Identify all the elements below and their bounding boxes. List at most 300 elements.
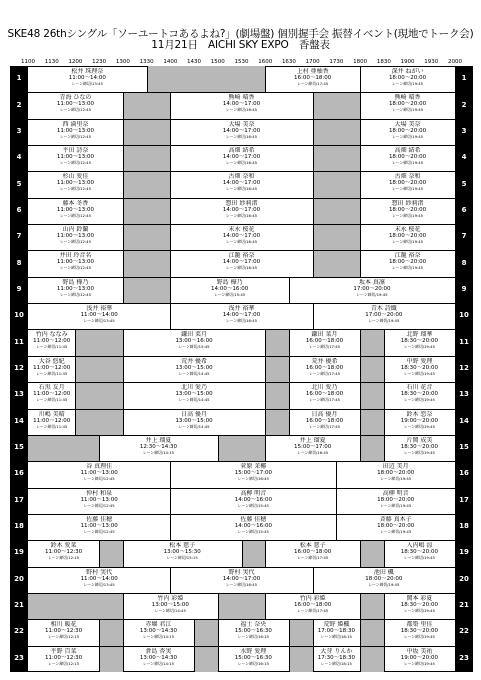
session-cell <box>360 68 455 92</box>
cell-divider <box>218 646 219 672</box>
session-time: 14:00〜17:00 <box>222 312 261 319</box>
cell-divider <box>313 303 314 329</box>
lane-close-time: 12:45 <box>80 133 91 139</box>
cell-divider <box>384 435 385 461</box>
lane-close <box>170 582 312 587</box>
cell-divider <box>99 435 100 461</box>
session-time: 13:00〜15:00 <box>175 364 213 371</box>
cell-divider <box>194 619 195 645</box>
lane-close-label: レーン締切/ <box>380 502 401 508</box>
lane-close-time: 19:45 <box>424 607 435 613</box>
lane-close-time: 19:45 <box>400 502 412 508</box>
time-header-label: 1630 <box>281 59 296 65</box>
unavailable-slot <box>99 540 123 566</box>
lane-close-time: 12:45 <box>103 476 115 482</box>
row-separator <box>28 435 455 436</box>
lane-close <box>28 476 170 481</box>
session-time: 11:00〜13:00 <box>56 180 95 187</box>
row-number-left: 15 <box>14 443 24 452</box>
unavailable-slot <box>28 593 123 619</box>
member-name: 相川 暖花 <box>50 621 77 629</box>
lane-close-label: レーン締切/ <box>368 581 389 587</box>
lane-close-time: 19:45 <box>412 265 424 271</box>
lane-close-label: レーン締切/ <box>391 212 413 218</box>
row-separator <box>28 409 455 410</box>
lane-close-time: 12:45 <box>80 291 91 297</box>
lane-close-time: 15:45 <box>198 344 210 350</box>
lane-close <box>28 529 170 534</box>
lane-close-label: レーン締切/ <box>48 555 69 561</box>
lane-close <box>289 292 455 297</box>
session-time: 13:00〜14:30 <box>139 628 178 635</box>
lane-close-time: 18:15 <box>340 634 352 640</box>
cell-divider <box>384 619 385 645</box>
row-separator <box>28 224 455 225</box>
member-name: 赤堀 君江 <box>145 621 172 629</box>
row-number-right: 7 <box>461 232 467 241</box>
session-cell <box>28 463 170 487</box>
lane-close-time: 18:15 <box>340 660 352 666</box>
session-time: 18:00〜20:00 <box>365 575 403 582</box>
cell-divider <box>170 488 171 514</box>
cell-divider <box>170 461 171 487</box>
cell-divider <box>289 409 290 435</box>
row-number-right: 8 <box>461 258 467 267</box>
session-cell <box>313 569 455 593</box>
lane-close <box>123 608 218 613</box>
session-time: 18:00〜20:00 <box>388 259 427 266</box>
lane-close <box>123 555 242 560</box>
lane-close <box>28 661 99 666</box>
lane-close <box>384 371 455 376</box>
cell-divider <box>123 171 124 197</box>
lane-close <box>170 239 312 244</box>
lane-close <box>28 160 123 165</box>
row-number-left: 21 <box>14 601 24 610</box>
session-cell <box>28 621 99 645</box>
session-cell <box>170 490 336 514</box>
session-time: 19:00〜20:00 <box>400 417 438 424</box>
session-cell <box>28 516 170 540</box>
member-name: 青海 ひなの <box>59 94 92 102</box>
unavailable-slot <box>147 66 266 92</box>
session-time: 16:00〜18:00 <box>294 601 332 608</box>
cell-divider <box>123 409 124 435</box>
cell-divider <box>170 171 171 197</box>
row-number-left: 12 <box>14 364 24 372</box>
lane-close-time: 19:45 <box>412 160 424 166</box>
cell-divider <box>170 224 171 250</box>
member-name: 田辺 美月 <box>382 463 409 471</box>
lane-close-label: レーン締切/ <box>308 423 330 429</box>
lane-close-time: 14:45 <box>198 423 210 429</box>
lane-close-label: レーン締切/ <box>403 344 425 350</box>
lane-close-label: レーン締切/ <box>391 133 413 139</box>
lane-close <box>265 81 360 86</box>
lane-close-label: レーン締切/ <box>59 265 81 271</box>
unavailable-slot <box>123 224 170 250</box>
row-separator <box>28 593 455 594</box>
row-separator <box>28 461 455 462</box>
lane-close <box>384 555 455 560</box>
lane-close-label: レーン締切/ <box>225 133 247 139</box>
member-name: 末永 桜花 <box>228 226 255 234</box>
time-header-label: 2000 <box>448 59 462 65</box>
unavailable-slot <box>360 435 384 461</box>
lane-close-label: レーン締切/ <box>391 239 413 245</box>
row-number-left: 16 <box>14 469 24 478</box>
time-header-label: 1600 <box>258 59 273 65</box>
cell-divider <box>289 646 290 672</box>
cell-divider <box>123 329 124 355</box>
lane-close <box>170 292 289 297</box>
session-cell <box>28 411 75 435</box>
cell-divider <box>313 198 314 224</box>
lane-close-label: レーン締切/ <box>380 528 401 534</box>
lane-close-time: 16:45 <box>246 318 258 324</box>
lane-close-time: 19:45 <box>412 212 424 218</box>
member-name: 江籠 裕奈 <box>394 252 421 260</box>
session-cell <box>28 358 75 382</box>
lane-close <box>384 397 455 402</box>
cell-divider <box>265 356 266 382</box>
member-name: 末永 桜花 <box>394 226 421 234</box>
session-cell <box>360 147 455 171</box>
row-number-right: 14 <box>459 416 469 425</box>
lane-close-label: レーン締切/ <box>83 502 104 508</box>
lane-close <box>170 160 312 165</box>
unavailable-slot <box>123 250 170 276</box>
session-cell <box>313 621 360 645</box>
session-cell <box>170 305 312 329</box>
cell-divider <box>99 619 100 645</box>
cell-divider <box>123 224 124 250</box>
lane-close-time: 12:45 <box>103 502 115 508</box>
unavailable-slot <box>123 171 170 197</box>
lane-close-time: 12:45 <box>80 212 91 218</box>
cell-divider <box>289 329 290 355</box>
lane-close-label: レーン締切/ <box>178 423 199 429</box>
member-name: 荒井 優希 <box>181 357 207 365</box>
session-time: 16:00〜18:00 <box>294 549 332 556</box>
lane-close <box>170 318 312 323</box>
session-cell <box>28 173 123 197</box>
lane-close-time: 16:45 <box>246 212 258 218</box>
lane-close-label: レーン締切/ <box>320 660 341 666</box>
session-cell <box>336 490 455 514</box>
row-number-right: 15 <box>459 443 469 452</box>
session-time: 14:00〜16:00 <box>234 522 272 529</box>
session-time: 11:00〜13:00 <box>80 496 118 503</box>
cell-divider <box>360 92 361 118</box>
session-time: 17:00〜18:30 <box>317 628 355 635</box>
lane-close-time: 16:45 <box>246 133 258 139</box>
lane-close-time: 14:45 <box>198 397 210 403</box>
member-name: 川嶋 美晴 <box>38 410 65 418</box>
session-cell <box>170 226 312 250</box>
row-number-right: 16 <box>459 469 469 478</box>
unavailable-slot <box>360 619 384 645</box>
session-cell <box>170 147 312 171</box>
session-time: 13:00〜14:30 <box>139 654 178 661</box>
member-name: 荒井 優希 <box>311 357 338 365</box>
session-time: 11:00〜13:00 <box>56 127 95 134</box>
session-time: 16:00〜18:00 <box>305 364 344 371</box>
cell-divider <box>360 593 361 619</box>
lane-close-label: レーン締切/ <box>391 265 413 271</box>
cell-divider <box>360 382 361 408</box>
member-name: 井上 瑠夏 <box>299 436 326 444</box>
unavailable-slot <box>75 329 122 355</box>
session-time: 11:00〜12:00 <box>33 364 71 371</box>
lane-close-label: レーン締切/ <box>403 397 425 403</box>
session-cell <box>28 569 170 593</box>
row-number-right: 13 <box>459 390 469 399</box>
session-time: 11:00〜12:00 <box>33 417 71 424</box>
member-name: 竹内 ななみ <box>35 331 68 339</box>
session-time: 18:00〜20:00 <box>388 233 427 240</box>
lane-close-time: 16:45 <box>257 476 269 482</box>
session-time: 11:00〜13:00 <box>56 285 95 292</box>
session-cell <box>123 384 265 408</box>
member-name: 竹内 彩姫 <box>157 594 184 602</box>
session-cell <box>28 542 99 566</box>
row-number-left: 23 <box>14 653 24 662</box>
lane-close-label: レーン締切/ <box>83 476 104 482</box>
lane-close-time: 11:45 <box>56 423 68 429</box>
row-number-left: 14 <box>14 416 24 425</box>
session-cell <box>360 200 455 224</box>
unavailable-slot <box>313 198 360 224</box>
unavailable-slot <box>360 329 384 355</box>
lane-close-label: レーン締切/ <box>308 397 330 403</box>
lane-close <box>313 318 455 323</box>
session-cell <box>123 331 265 355</box>
cell-divider <box>384 409 385 435</box>
member-name: 上村 亜柚香 <box>296 68 329 75</box>
member-name: 大芽 りんか <box>320 647 353 655</box>
cell-divider <box>170 567 171 593</box>
session-cell <box>360 121 455 145</box>
lane-close-time: 17:45 <box>317 555 329 561</box>
lane-close <box>313 582 455 587</box>
lane-close-time: 12:15 <box>68 555 80 561</box>
unavailable-slot <box>242 540 266 566</box>
row-separator <box>28 488 455 489</box>
session-cell <box>123 411 265 435</box>
session-time: 18:00〜20:00 <box>388 154 427 161</box>
session-cell <box>28 648 99 672</box>
member-name: 鎌田 菜月 <box>181 331 207 339</box>
session-cell <box>28 279 123 303</box>
member-name: 熊崎 晴香 <box>394 94 421 102</box>
member-name: 松本 慈子 <box>169 542 196 550</box>
lane-close-time: 16:45 <box>246 265 258 271</box>
lane-close <box>265 555 360 560</box>
session-time: 11:00〜14:00 <box>68 75 106 81</box>
lane-close <box>28 555 99 560</box>
member-name: 井田 玲音名 <box>59 252 92 260</box>
session-time: 18:00〜20:00 <box>377 496 415 503</box>
time-header-label: 1500 <box>210 59 225 65</box>
lane-close <box>313 634 360 639</box>
member-name: 山内 鈴蘭 <box>62 226 89 234</box>
cell-divider <box>360 329 361 355</box>
session-time: 14:00〜17:00 <box>222 127 261 134</box>
row-number-left: 17 <box>14 495 24 504</box>
member-name: 大場 美奈 <box>228 120 255 128</box>
lane-close-label: レーン締切/ <box>403 660 425 666</box>
lane-close-time: 19:45 <box>412 133 424 139</box>
session-time: 14:00〜17:00 <box>222 575 261 582</box>
member-name: 野島 樺乃 <box>62 278 89 286</box>
cell-divider <box>99 540 100 566</box>
member-name: 片岡 成美 <box>406 436 433 444</box>
cell-divider <box>75 356 76 382</box>
session-cell <box>384 358 455 382</box>
lane-close-label: レーン締切/ <box>225 581 247 587</box>
member-name: 高柳 明音 <box>382 489 409 497</box>
unavailable-slot <box>218 435 265 461</box>
session-cell <box>170 252 312 276</box>
cell-divider <box>360 250 361 276</box>
member-name: 大谷 悠妃 <box>38 357 65 365</box>
lane-close-time: 11:45 <box>56 397 68 403</box>
session-time: 13:00〜15:30 <box>163 549 201 556</box>
cell-divider <box>265 435 266 461</box>
lane-close <box>218 634 289 639</box>
lane-close <box>265 450 360 455</box>
unavailable-slot <box>123 92 170 118</box>
lane-close <box>28 107 123 112</box>
lane-close-time: 16:45 <box>246 186 258 192</box>
cell-divider <box>313 567 314 593</box>
session-time: 15:00〜17:00 <box>294 443 332 450</box>
lane-close-time: 16:45 <box>246 160 258 166</box>
lane-close-label: レーン締切/ <box>142 449 164 455</box>
cell-divider <box>336 488 337 514</box>
session-cell <box>384 648 455 672</box>
lane-close-time: 19:45 <box>376 291 388 297</box>
row-number-right: 4 <box>461 153 467 162</box>
row-separator <box>28 92 455 93</box>
cell-divider <box>289 356 290 382</box>
cell-divider <box>289 277 290 303</box>
lane-close <box>384 634 455 639</box>
time-header-label: 1800 <box>353 59 368 65</box>
member-name: 斉藤 真木子 <box>379 515 412 523</box>
unavailable-slot <box>265 329 289 355</box>
row-number-right: 1 <box>461 74 467 83</box>
row-number-left: 6 <box>16 205 22 214</box>
cell-divider <box>75 382 76 408</box>
lane-close-time: 19:45 <box>424 423 435 429</box>
lane-close-time: 19:45 <box>424 397 435 403</box>
session-cell <box>170 516 336 540</box>
member-name: 北野 瑠華 <box>406 331 433 339</box>
row-separator <box>28 646 455 647</box>
row-number-right: 20 <box>459 574 469 583</box>
member-name: 西 満里奈 <box>62 120 89 128</box>
lane-close <box>360 265 455 270</box>
session-time: 14:00〜17:00 <box>222 206 261 213</box>
lane-close-label: レーン締切/ <box>225 212 247 218</box>
cell-divider <box>313 224 314 250</box>
member-name: 竹内 彩姫 <box>299 594 326 602</box>
unavailable-slot <box>313 92 360 118</box>
session-time: 18:30〜20:00 <box>400 338 438 345</box>
lane-close-label: レーン締切/ <box>225 265 247 271</box>
member-name: 鈴木 恋奈 <box>406 410 433 418</box>
lane-close-time: 19:45 <box>412 239 424 245</box>
unavailable-slot <box>265 409 289 435</box>
unavailable-slot <box>75 382 122 408</box>
session-time: 11:00〜13:00 <box>56 154 95 161</box>
lane-close <box>289 424 360 429</box>
session-cell <box>313 648 360 672</box>
cell-divider <box>313 619 314 645</box>
lane-close <box>28 634 99 639</box>
lane-close-label: レーン締切/ <box>59 160 81 166</box>
cell-divider <box>218 435 219 461</box>
session-time: 17:00〜20:00 <box>365 312 403 319</box>
session-cell <box>218 621 289 645</box>
row-number-right: 10 <box>459 311 469 320</box>
member-name: 平野 百菜 <box>50 647 77 655</box>
time-header-label: 1900 <box>400 59 415 65</box>
unavailable-slot <box>265 356 289 382</box>
lane-close-time: 11:45 <box>56 344 68 350</box>
time-header-label: 1400 <box>163 59 178 65</box>
session-time: 17:00〜20:00 <box>353 285 391 292</box>
unavailable-slot <box>360 409 384 435</box>
session-cell <box>170 463 336 487</box>
lane-close-label: レーン締切/ <box>237 634 258 640</box>
lane-close <box>28 371 75 376</box>
lane-close-time: 13:45 <box>103 318 115 324</box>
session-time: 18:30〜20:00 <box>400 628 438 635</box>
member-name: 倉島 杏実 <box>145 647 172 655</box>
cell-divider <box>218 593 219 619</box>
lane-close-label: レーン締切/ <box>297 449 318 455</box>
member-name: 日高 優月 <box>181 410 207 418</box>
lane-close-time: 19:45 <box>424 344 435 350</box>
cell-divider <box>170 119 171 145</box>
session-time: 11:00〜13:00 <box>56 259 95 266</box>
lane-close-time: 16:45 <box>246 107 258 113</box>
cell-divider <box>123 619 124 645</box>
member-name: 中野 愛理 <box>406 357 433 365</box>
session-time: 11:00〜12:30 <box>44 549 83 556</box>
row-number-right: 6 <box>461 205 467 214</box>
session-time: 16:00〜18:00 <box>294 75 332 81</box>
member-name: 古畑 奈和 <box>228 173 255 181</box>
lane-close-time: 16:15 <box>257 634 269 640</box>
cell-divider <box>360 198 361 224</box>
time-header-label: 1700 <box>305 59 320 65</box>
cell-divider <box>194 646 195 672</box>
row-separator <box>28 514 455 515</box>
unavailable-slot <box>289 619 313 645</box>
unavailable-slot <box>313 224 360 250</box>
session-cell <box>384 384 455 408</box>
lane-close-time: 15:45 <box>257 528 269 534</box>
unavailable-slot <box>123 277 170 303</box>
lane-close-label: レーン締切/ <box>237 660 258 666</box>
lane-close-label: レーン締切/ <box>83 581 104 587</box>
session-time: 14:00〜17:00 <box>222 233 261 240</box>
lane-close <box>99 450 218 455</box>
